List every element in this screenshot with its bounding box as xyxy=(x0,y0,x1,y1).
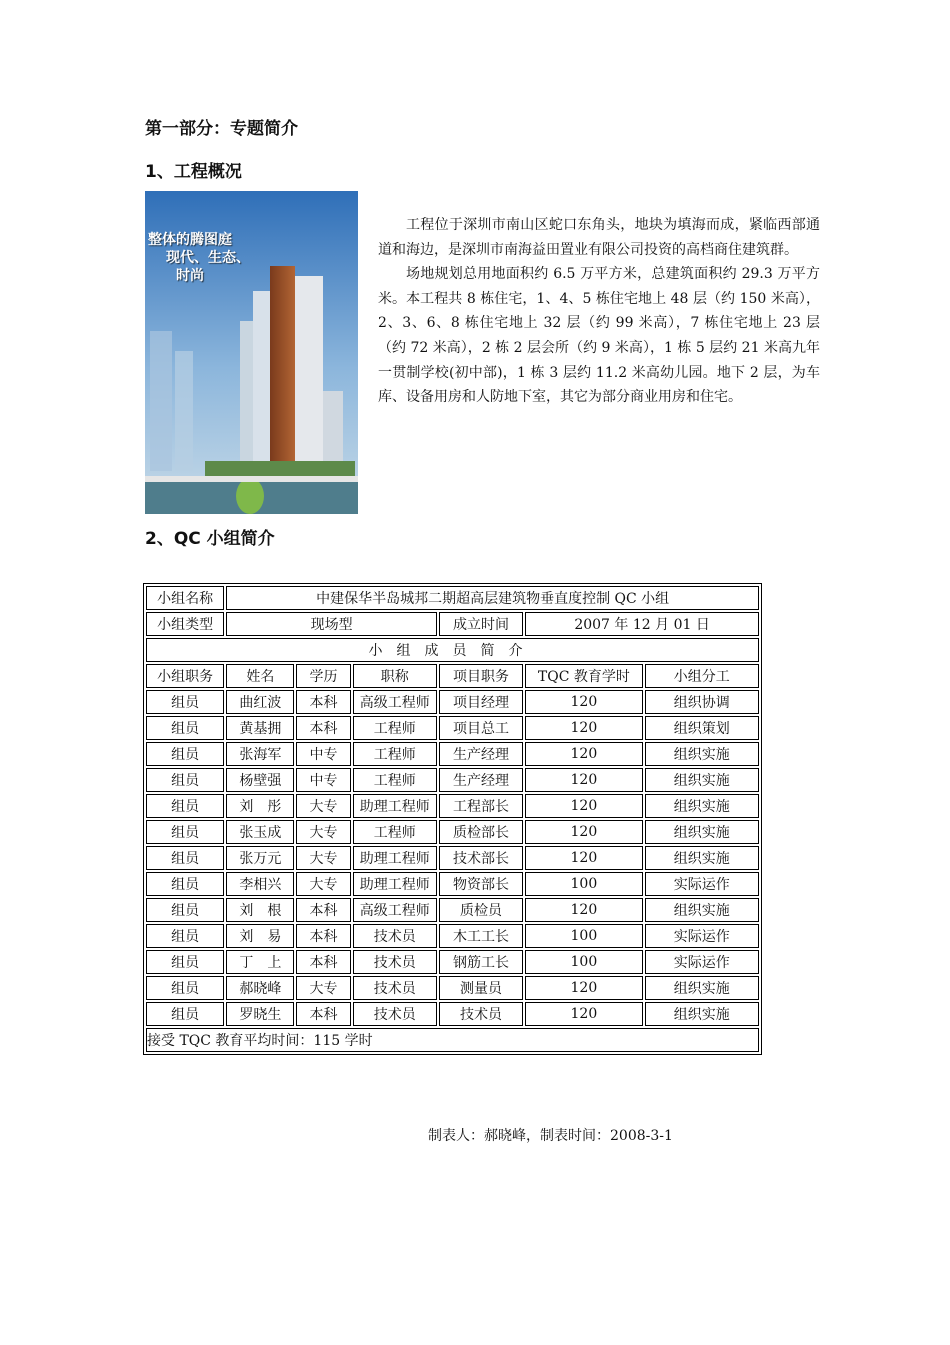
table-row xyxy=(146,716,759,740)
paragraph-scale: 场地规划总用地面积约 6.5 万平方米，总建筑面积约 29.3 万平方米。本工程共 8 栋住宅，1、4、5 栋住宅地上 48 层（约 150 米高），2、3、6、8 栋住宅地上 32 层（约 99 米高），7 栋住宅地上 23 层（约 72 米高），2 栋 2 层会所（约 9 米高），1 栋 5 层约 21 米高九年一贯制学校(初中部)，1 栋 3 层约 11.2 米高幼儿园。地下 2 层，为车库、设备用房和人防地下室，其它为部分商业用房和住宅。 xyxy=(378,266,820,406)
table-cell: 组织实施 xyxy=(645,898,759,922)
table-cell: 本科 xyxy=(296,1002,350,1026)
table-cell: 组织实施 xyxy=(645,794,759,818)
table-cell: 本科 xyxy=(296,898,350,922)
table-cell: 张海军 xyxy=(226,742,294,766)
table-cell: 生产经理 xyxy=(439,768,523,792)
table-cell: 组员 xyxy=(146,794,224,818)
table-cell: 大专 xyxy=(296,846,350,870)
table-cell: 高级工程师 xyxy=(353,690,437,714)
table-cell: 张玉成 xyxy=(226,820,294,844)
table-cell: 组员 xyxy=(146,898,224,922)
group-type-row xyxy=(146,612,759,636)
table-row xyxy=(146,820,759,844)
table-cell: 组员 xyxy=(146,872,224,896)
table-cell: 质检部长 xyxy=(439,820,523,844)
table-cell: 组织策划 xyxy=(645,716,759,740)
group-type-label: 小组类型 xyxy=(146,612,224,636)
column-header: 项目职务 xyxy=(439,664,523,688)
founded-label: 成立时间 xyxy=(439,612,523,636)
table-header-row xyxy=(146,664,759,688)
column-header: 职称 xyxy=(353,664,437,688)
table-row xyxy=(146,768,759,792)
table-cell: 刘 彤 xyxy=(226,794,294,818)
table-cell: 曲红波 xyxy=(226,690,294,714)
table-cell: 100 xyxy=(525,924,642,948)
summary-row xyxy=(146,1028,759,1052)
table-cell: 120 xyxy=(525,898,642,922)
table-cell: 丁 上 xyxy=(226,950,294,974)
table-cell: 中专 xyxy=(296,768,350,792)
table-cell: 组织实施 xyxy=(645,846,759,870)
table-cell: 大专 xyxy=(296,872,350,896)
group-name-value: 中建保华半岛城邦二期超高层建筑物垂直度控制 QC 小组 xyxy=(226,586,759,610)
group-name-label: 小组名称 xyxy=(146,586,224,610)
table-cell: 组员 xyxy=(146,768,224,792)
table-cell: 工程部长 xyxy=(439,794,523,818)
table-cell: 本科 xyxy=(296,950,350,974)
table-cell: 120 xyxy=(525,768,642,792)
table-cell: 技术员 xyxy=(353,924,437,948)
table-cell: 实际运作 xyxy=(645,924,759,948)
table-cell: 助理工程师 xyxy=(353,872,437,896)
table-row xyxy=(146,898,759,922)
table-cell: 项目总工 xyxy=(439,716,523,740)
table-cell: 120 xyxy=(525,794,642,818)
table-row xyxy=(146,846,759,870)
table-cell: 木工工长 xyxy=(439,924,523,948)
table-cell: 工程师 xyxy=(353,716,437,740)
table-cell: 大专 xyxy=(296,794,350,818)
table-cell: 组员 xyxy=(146,1002,224,1026)
table-cell: 杨壁强 xyxy=(226,768,294,792)
table-cell: 技术员 xyxy=(353,1002,437,1026)
table-cell: 钢筋工长 xyxy=(439,950,523,974)
table-cell: 组织实施 xyxy=(645,1002,759,1026)
table-cell: 120 xyxy=(525,846,642,870)
tqc-summary: 接受 TQC 教育平均时间：115 学时 xyxy=(146,1028,759,1052)
section-title-qc-group: 2、QC 小组简介 xyxy=(145,529,275,549)
table-cell: 实际运作 xyxy=(645,872,759,896)
table-cell: 组织协调 xyxy=(645,690,759,714)
table-cell: 组员 xyxy=(146,820,224,844)
table-cell: 组员 xyxy=(146,716,224,740)
table-row xyxy=(146,742,759,766)
table-cell: 刘 根 xyxy=(226,898,294,922)
members-title-row xyxy=(146,638,759,662)
group-type-value: 现场型 xyxy=(226,612,437,636)
table-cell: 100 xyxy=(525,872,642,896)
group-name-row xyxy=(146,586,759,610)
page-heading: 第一部分：专题简介 xyxy=(145,119,298,139)
table-cell: 120 xyxy=(525,820,642,844)
founded-value: 2007 年 12 月 01 日 xyxy=(525,612,759,636)
table-cell: 组员 xyxy=(146,976,224,1000)
table-cell: 刘 易 xyxy=(226,924,294,948)
table-cell: 组织实施 xyxy=(645,768,759,792)
table-cell: 组员 xyxy=(146,690,224,714)
table-footer-note: 制表人：郝晓峰，制表时间：2008-3-1 xyxy=(428,1128,673,1144)
table-row xyxy=(146,872,759,896)
table-row xyxy=(146,690,759,714)
table-cell: 大专 xyxy=(296,976,350,1000)
table-cell: 100 xyxy=(525,950,642,974)
table-cell: 技术部长 xyxy=(439,846,523,870)
table-cell: 组织实施 xyxy=(645,976,759,1000)
table-cell: 120 xyxy=(525,716,642,740)
column-header: 小组分工 xyxy=(645,664,759,688)
column-header: 学历 xyxy=(296,664,350,688)
table-cell: 助理工程师 xyxy=(353,794,437,818)
table-cell: 组织实施 xyxy=(645,820,759,844)
table-cell: 中专 xyxy=(296,742,350,766)
table-cell: 技术员 xyxy=(353,950,437,974)
table-cell: 组员 xyxy=(146,846,224,870)
photo-caption: 整体的腾图庭 现代、生态、 时尚 xyxy=(148,232,250,284)
table-cell: 生产经理 xyxy=(439,742,523,766)
members-title: 小组成员简介 xyxy=(146,638,759,662)
section-title-project-overview: 1、工程概况 xyxy=(145,162,242,182)
table-row xyxy=(146,1002,759,1026)
table-cell: 工程师 xyxy=(353,820,437,844)
table-cell: 实际运作 xyxy=(645,950,759,974)
table-cell: 组织实施 xyxy=(645,742,759,766)
table-cell: 本科 xyxy=(296,690,350,714)
qc-group-table xyxy=(143,583,762,1055)
column-header: TQC 教育学时 xyxy=(525,664,642,688)
table-cell: 120 xyxy=(525,690,642,714)
table-cell: 工程师 xyxy=(353,768,437,792)
table-cell: 项目经理 xyxy=(439,690,523,714)
member-rows xyxy=(146,690,759,1026)
table-cell: 测量员 xyxy=(439,976,523,1000)
table-cell: 黄基拥 xyxy=(226,716,294,740)
table-cell: 120 xyxy=(525,742,642,766)
table-cell: 质检员 xyxy=(439,898,523,922)
table-row xyxy=(146,794,759,818)
table-cell: 高级工程师 xyxy=(353,898,437,922)
table-cell: 技术员 xyxy=(353,976,437,1000)
project-photo xyxy=(145,191,358,514)
table-row xyxy=(146,976,759,1000)
table-cell: 张万元 xyxy=(226,846,294,870)
table-cell: 组员 xyxy=(146,742,224,766)
column-header: 姓名 xyxy=(226,664,294,688)
table-cell: 120 xyxy=(525,976,642,1000)
table-cell: 罗晓生 xyxy=(226,1002,294,1026)
table-cell: 李相兴 xyxy=(226,872,294,896)
paragraph-location: 工程位于深圳市南山区蛇口东角头，地块为填海而成，紧临西部通道和海边，是深圳市南海益田置业有限公司投资的高档商住建筑群。 xyxy=(378,217,820,258)
table-cell: 本科 xyxy=(296,924,350,948)
column-header: 小组职务 xyxy=(146,664,224,688)
table-cell: 工程师 xyxy=(353,742,437,766)
table-cell: 120 xyxy=(525,1002,642,1026)
table-cell: 郝晓峰 xyxy=(226,976,294,1000)
table-cell: 助理工程师 xyxy=(353,846,437,870)
table-cell: 本科 xyxy=(296,716,350,740)
table-row xyxy=(146,924,759,948)
table-cell: 组员 xyxy=(146,950,224,974)
table-row xyxy=(146,950,759,974)
table-cell: 大专 xyxy=(296,820,350,844)
table-cell: 技术员 xyxy=(439,1002,523,1026)
table-cell: 物资部长 xyxy=(439,872,523,896)
table-cell: 组员 xyxy=(146,924,224,948)
project-description xyxy=(378,213,820,410)
